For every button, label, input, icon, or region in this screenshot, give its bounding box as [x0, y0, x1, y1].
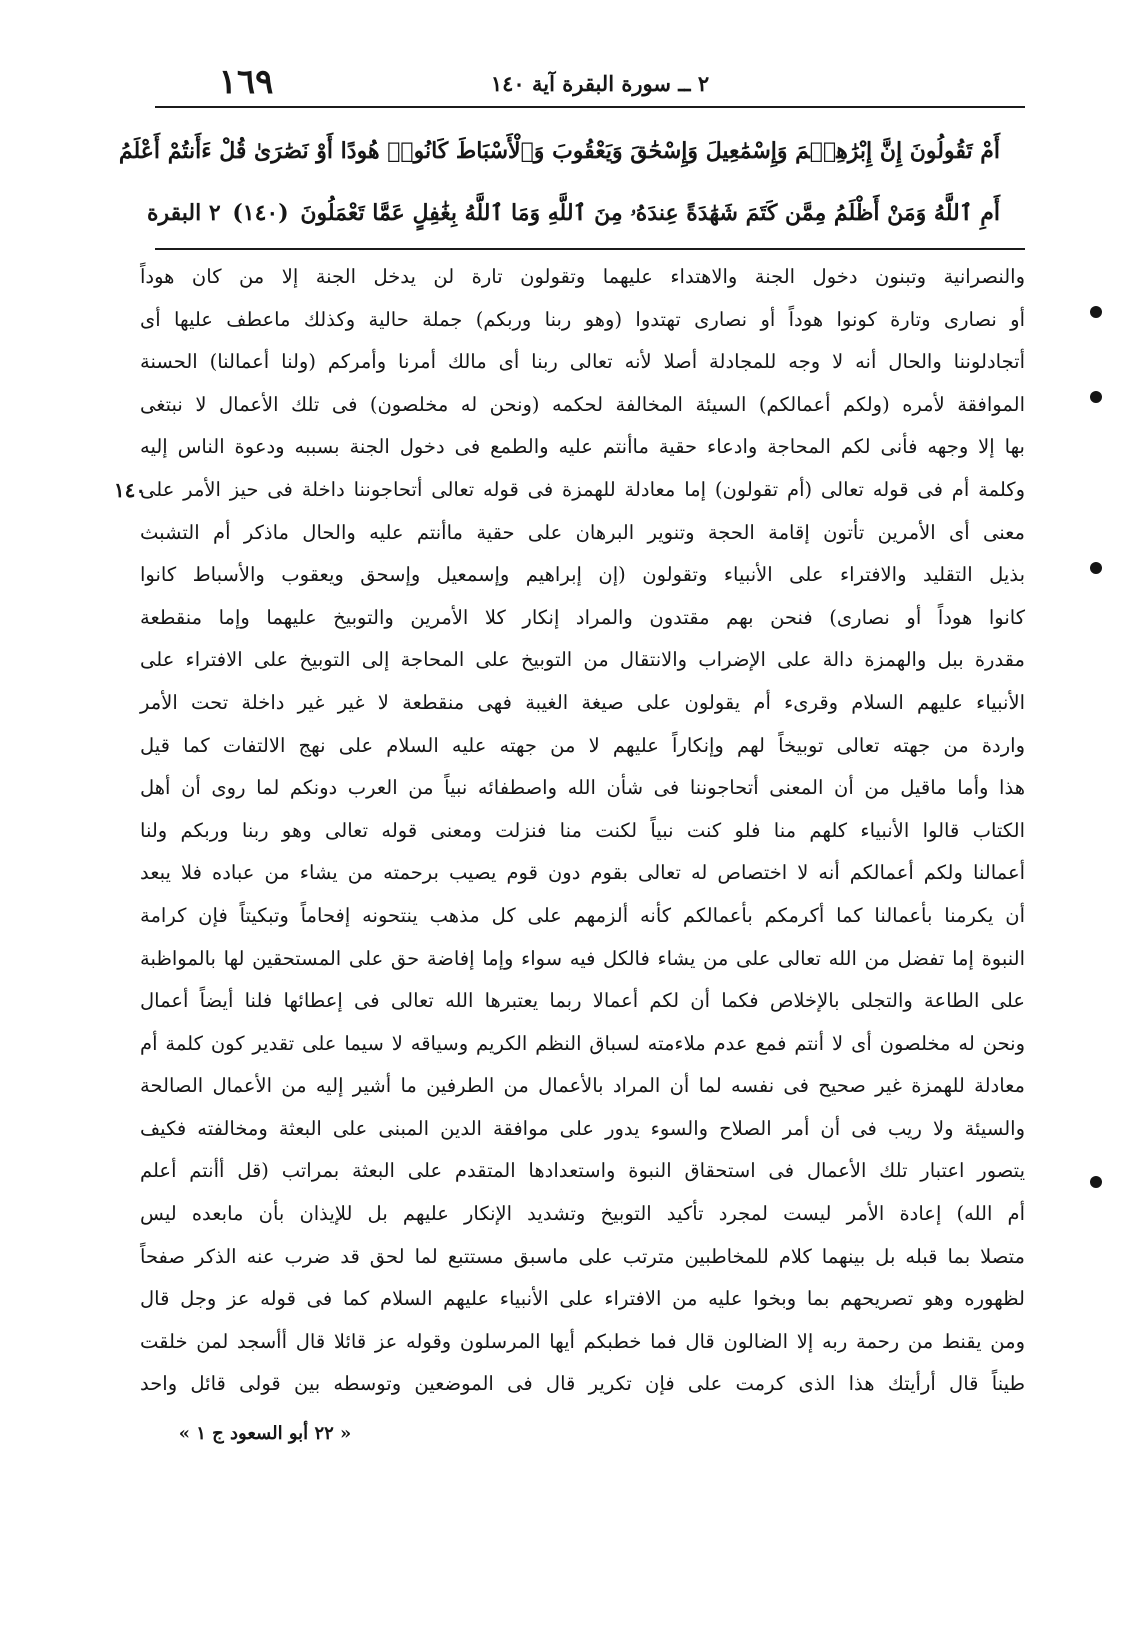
commentary-text	[140, 256, 1025, 1406]
commentary-line: لظهوره وهو تصريحهم بما وبخوا عليه من الافتراء على الأنبياء عليهم السلام كما فى قوله عز وجل قال	[140, 1287, 1025, 1311]
surah-reference: ٢ البقرة	[146, 200, 221, 226]
commentary-line: ومن يقنط من رحمة ربه إلا الضالون قال فما خطبكم أيها المرسلون وقوله عز قائلا قال أأسجد لمن خلقت	[140, 1329, 1025, 1353]
margin-bullet-icon	[1090, 306, 1102, 318]
verse-line-1: أَمْ تَقُولُونَ إِنَّ إِبْرَٰهِـۧمَ وَإِسْمَٰعِيلَ وَإِسْحَٰقَ وَيَعْقُوبَ وَٱلْأَسْبَاطَ كَانُوا۟ هُودًا أَوْ نَصَٰرَىٰ قُلْ ءَأَنتُمْ أَعْلَمُ	[118, 138, 1000, 164]
commentary-line: ونحن له مخلصون أى لا أنتم فمع عدم ملاءمته لسباق النظم الكريم وسياقه لا سيما على تقدير كون كلمة أم	[140, 1031, 1025, 1055]
commentary-line: معنى أى الأمرين تأتون إقامة الحجة وتنوير البرهان على حقية ماأنتم عليه والحال ماذكر أم التشبث	[140, 520, 1025, 544]
commentary-line: مقدرة ببل والهمزة دالة على الإضراب والانتقال من التوبيخ على المحاجة إلى التوبيخ على الافتراء على	[140, 648, 1025, 672]
margin-bullet-icon	[1090, 1176, 1102, 1188]
commentary-line: بها إلا وجهه فأنى لكم المحاجة وادعاء حقية ماأنتم عليه والطمع فى دخول الجنة بسببه ودعوة الناس إليه	[140, 435, 1025, 459]
commentary-line: واردة من جهته تعالى توبيخاً لهم وإنكاراً عليهم لا من جهته عليه السلام على نهج الالتفات كما قيل	[140, 733, 1025, 757]
commentary-line: الأنبياء عليهم السلام وقرىء أم يقولون على صيغة الغيبة فهى منقطعة لا غير غير داخلة تحت الأمر	[140, 690, 1025, 714]
commentary-line: أعمالنا ولكم أعمالكم أنه لا اختصاص له تعالى بقوم دون قوم يصيب برحمته من يشاء من عباده فلا يبعد	[140, 861, 1025, 885]
commentary-line: والنصرانية وتبنون دخول الجنة والاهتداء عليهما وتقولون تارة لن يدخل الجنة إلا من كان هوداً	[140, 265, 1025, 288]
verse-line-2	[146, 187, 1000, 239]
footer-signature: « ٢٢ أبو السعود ج ١ »	[178, 1423, 352, 1444]
commentary-line: متصلا بما قبله بل بينهما كلام للمخاطبين مترتب على ماسبق مستتبع لما لحق قد ضرب عنه الذكر صفحاً	[140, 1244, 1025, 1268]
commentary-line: الموافقة لأمره (ولكم أعمالكم) السيئة المخالفة لحكمه (ونحن له مخلصون) فى تلك الأعمال لا نبتغى	[140, 392, 1025, 416]
header-rule	[155, 106, 1025, 108]
commentary-line: وكلمة أم فى قوله تعالى (أم تقولون) إما معادلة للهمزة فى قوله تعالى أتحاجوننا داخلة فى حيز الأمر على	[140, 477, 1025, 501]
commentary-line: هذا وأما ماقيل من أن المعنى أتحاجوننا فى شأن الله واصطفائه نبياً من العرب دونكم لما روى أن أهل	[140, 776, 1025, 800]
commentary-line: يتصور اعتبار تلك الأعمال فى استحقاق النبوة واستعدادها المتقدم على البعثة بمراتب (قل أأنتم أعلم	[140, 1159, 1025, 1183]
commentary-line: كانوا هوداً أو نصارى) فنحن بهم مقتدون والمراد إنكار كلا الأمرين والتوبيخ عليهما وإما منقطعة	[140, 605, 1025, 629]
commentary-line: طيناً قال أرأيتك هذا الذى كرمت على فإن تكرير قال فى الموضعين وتوسطه بين قولى قائل واحد	[140, 1372, 1025, 1396]
commentary-line: بذيل التقليد والافتراء على الأنبياء وتقولون (إن إبراهيم وإسمعيل وإسحق ويعقوب والأسباط كانوا	[140, 563, 1025, 587]
verse-rule	[155, 248, 1025, 250]
margin-verse-number: ١٤٠	[113, 478, 147, 502]
verse-line-2-text: أَمِ ٱللَّهُ وَمَنْ أَظْلَمُ مِمَّن كَتَمَ شَهَٰدَةً عِندَهُۥ مِنَ ٱللَّهِ وَمَا ٱللَّهُ بِغَٰفِلٍ عَمَّا تَعْمَلُونَ	[300, 200, 1000, 226]
commentary-line: أتجادلوننا والحال أنه لا وجه للمجادلة أصلا لأنه تعالى ربنا أى مالك أمرنا وأمركم (ولنا أعمالنا) الحسنة	[140, 350, 1025, 374]
page-number: ١٦٩	[218, 62, 274, 102]
commentary-line: أن يكرمنا بأعمالنا كما أكرمكم بأعمالكم كأنه ألزمهم على كل مذهب ينتحونه إفحاماً وتبكيتاً فإن كرامة	[140, 903, 1025, 927]
ayah-number-marker: (١٤٠)	[232, 200, 289, 226]
commentary-line: أم الله) إعادة الأمر ليست لمجرد تأكيد التوبيخ وتشديد الإنكار عليهم بل للإيذان بأن مابعده ليس	[140, 1202, 1025, 1226]
commentary-line: الكتاب قالوا الأنبياء كلهم منا فلو كنت نبياً لكنت منا فنزلت ومعنى قوله تعالى وهو ربنا وربكم ولنا	[140, 818, 1025, 842]
margin-bullet-icon	[1090, 391, 1102, 403]
commentary-line: النبوة إما تفضل من الله تعالى على من يشاء فالكل فيه سواء وإما إفاضة حق على المستحقين لها بالمواظبة	[140, 946, 1025, 970]
commentary-line: والسيئة ولا ريب فى أن أمر الصلاح والسوء يدور على موافقة الدين المبنى على البعثة ومخالفته فكيف	[140, 1116, 1025, 1140]
commentary-line: معادلة للهمزة غير صحيح فى نفسه لما أن المراد بالأعمال من الطرفين ما أشير إليه من الأعمال الصالحة	[140, 1074, 1025, 1098]
running-title: ٢ ــ سورة البقرة آية ١٤٠	[490, 71, 710, 96]
margin-bullet-icon	[1090, 562, 1102, 574]
commentary-line: أو نصارى وتارة كونوا هوداً أو نصارى تهتدوا (وهو ربنا وربكم) جملة حالية وكذلك ماعطف عليها أى	[140, 307, 1025, 331]
commentary-line: على الطاعة والتجلى بالإخلاص فكما أن لكم أعمالا ربما يعتبرها الله تعالى فى إعطائها فلنا أيضاً أعمال	[140, 989, 1025, 1013]
